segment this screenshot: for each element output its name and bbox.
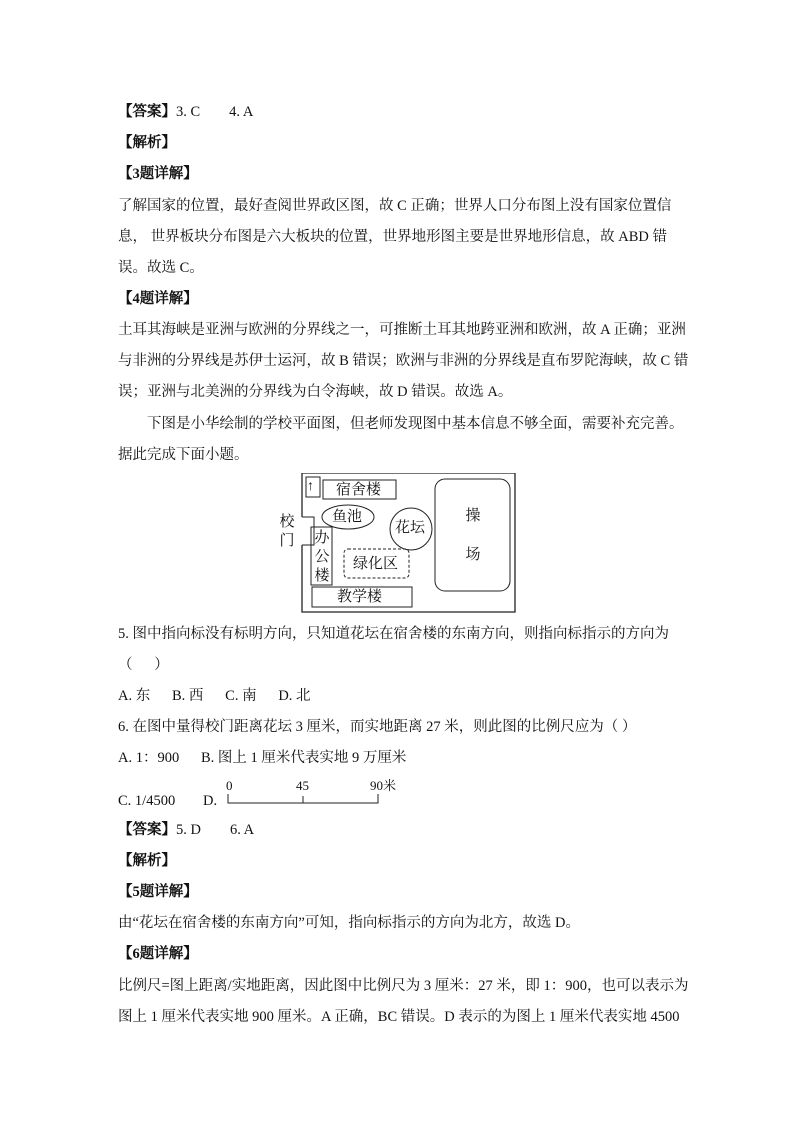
q4-line-3: 误；亚洲与北美洲的分界线为白令海峡，故 D 错误。故选 A。 xyxy=(118,384,513,400)
q5-paren: （ ） xyxy=(118,657,169,673)
gate-label-1: 校 xyxy=(279,514,295,530)
office-label-3: 楼 xyxy=(314,568,330,584)
q6-stem: 6. 在图中量得校门距离花坛 3 厘米，而实地距离 27 米，则此图的比例尺应为（ ） xyxy=(118,719,637,735)
answer-label-2: 【答案】 xyxy=(118,822,176,838)
dorm-label: 宿舍楼 xyxy=(336,482,382,498)
scale-tick-90: 90米 xyxy=(370,778,397,793)
q3-line-1: 了解国家的位置，最好查阅世界政区图，故 C 正确；世界人口分布图上没有国家位置信 xyxy=(118,198,672,214)
q4-line-2: 与非洲的分界线是苏伊士运河，故 B 错误；欧洲与非洲的分界线是直布罗陀海峡，故 C 错 xyxy=(118,353,689,369)
pond-label: 鱼池 xyxy=(332,509,363,525)
q3-heading: 【3题详解】 xyxy=(118,166,198,182)
q6-detail-heading: 【6题详解】 xyxy=(118,946,198,962)
answer-label: 【答案】 xyxy=(118,104,176,120)
scale-tick-0: 0 xyxy=(226,778,233,793)
q3-line-2: 息， 世界板块分布图是六大板块的位置，世界地形图主要是世界地形信息，故 ABD 错 xyxy=(118,229,667,245)
answer-text: 3. C 4. A xyxy=(176,104,254,120)
q5-detail-line: 由“花坛在宿舍楼的东南方向”可知，指向标指示的方向为北方，故选 D。 xyxy=(118,915,580,931)
intro-line-2: 据此完成下面小题。 xyxy=(118,447,249,463)
north-arrow-icon: ↑ xyxy=(307,479,314,494)
q4-heading: 【4题详解】 xyxy=(118,291,198,307)
office-label-1: 办 xyxy=(314,530,330,546)
intro-line-1: 下图是小华绘制的学校平面图，但老师发现图中基本信息不够全面，需要补充完善。 xyxy=(147,416,684,432)
q3-line-3: 误。故选 C。 xyxy=(118,260,204,276)
q6-detail-line-2: 图上 1 厘米代表实地 900 厘米。A 正确，BC 错误。D 表示的为图上 1 厘米代表实地 4500 xyxy=(118,1009,680,1025)
analysis-heading-2: 【解析】 xyxy=(118,853,176,869)
answer-line-1 xyxy=(118,102,253,122)
green-area-label: 绿化区 xyxy=(353,556,399,572)
flower-bed-label: 花坛 xyxy=(395,520,426,536)
playground-label-2: 场 xyxy=(465,547,481,563)
q4-line-1: 土耳其海峡是亚洲与欧洲的分界线之一，可推断土耳其地跨亚洲和欧洲，故 A 正确；亚洲 xyxy=(118,322,686,338)
q6-detail-line-1: 比例尺=图上距离/实地距离，因此图中比例尺为 3 厘米：27 米，即 1：900，也可以表示为 xyxy=(118,978,689,994)
q6-option-d: D. xyxy=(203,793,218,809)
school-plan-diagram xyxy=(278,473,518,615)
q6-option-c: C. 1/4500 xyxy=(118,793,176,809)
analysis-heading-1: 【解析】 xyxy=(118,135,176,151)
gate-label-2: 门 xyxy=(279,533,295,549)
q6-options-ab: A. 1：900 B. 图上 1 厘米代表实地 9 万厘米 xyxy=(118,750,407,766)
answer-text-2: 5. D 6. A xyxy=(176,822,255,838)
q5-detail-heading: 【5题详解】 xyxy=(118,884,198,900)
scale-tick-45: 45 xyxy=(296,778,309,793)
office-label-2: 公 xyxy=(314,549,330,565)
q5-options: A. 东 B. 西 C. 南 D. 北 xyxy=(118,688,311,704)
answer-line-2 xyxy=(118,820,254,840)
teaching-building-label: 教学楼 xyxy=(337,589,383,605)
scale-bar xyxy=(226,776,406,806)
playground-label-1: 操 xyxy=(465,508,481,524)
q5-stem: 5. 图中指向标没有标明方向，只知道花坛在宿舍楼的东南方向，则指向标指示的方向为 xyxy=(118,626,669,642)
